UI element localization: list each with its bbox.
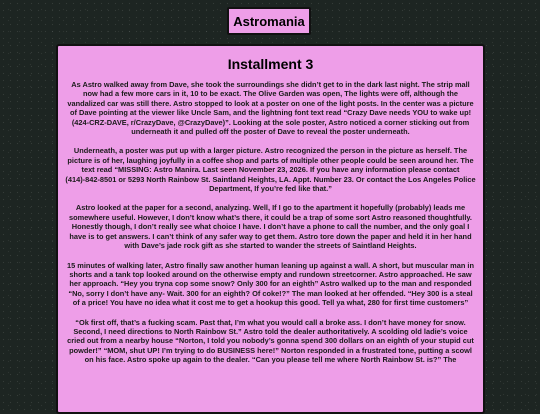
story-paragraph: 15 minutes of walking later, Astro finally saw another human leaning up against a wall. A short, but muscular man in shorts and a tank top looked around on the otherwise empty and rundown streetcorner. Astro approached. He saw her approach. “Hey you tryna cop some snow? Only 300 for an eighth” Astro walked up to the man and responded “No, sorry I don’t have any- Wait. 300 for an eighth? Of coke!?” The man looked at her offended. “Hey 300 is a steal of a price! You have no idea what it cost me to get a hookup this good. Tell ya what, 280 for first time customers” [67,260,474,308]
story-paragraph: Underneath, a poster was put up with a larger picture. Astro recognized the person in the picture as herself. The picture is of her, laughing joyfully in a coffee shop and parts of multiple other people could be seen around her. The text read “MISSING: Astro Manira. Last seen November 23, 2026. If you have any information please contact (414)-842-8501 or 5293 North Rainbow St. Saintland Heights, LA. Appt. Number 23. Or contact the Los Angeles Police Department, If you’re fed like that.” [65,146,476,194]
site-title: Astromania [233,13,305,29]
site-title-box [227,7,311,35]
chapter-title: Installment 3 [227,56,314,72]
story-paragraph: As Astro walked away from Dave, she took the surroundings she didn’t get to in the dark last night. The strip mall now had a few more cars in it, 10 to be exact. The Olive Garden was open, The lights were off, although the vandalized car was still there. Astro stopped to look at a poster on one of the light posts. In the center was a picture of Dave pointing at the viewer like Uncle Sam, and the lightning font text read “Crazy Dave needs YOU to wake up! (424-CRZ-DAVE, r/CrazyDave, @CrazyDave)”. Looking at the sole poster, Astro noticed a corner sticking out from underneath it and pulled off the poster of Dave to reveal the poster underneath. [67,80,474,137]
story-paragraph: “Ok first off, that’s a fucking scam. Past that, I’m what you would call a broke ass. I don’t have money for snow. Second, I need directions to North Rainbow St.” Astro told the dealer authoritatively. A scolding old ladie’s voice cried out from a nearby house “Norton, I told you nobody’s gonna spend 300 dollars on an eighth of your stupid cut powder!” “MOM, shut UP! I’m trying to do BUSINESS here!” Norton responded in a frustrated tone, putting a scowl on his face. Astro spoke up again to the dealer. “Can you please tell me where North Rainbow St. is?” The [67,317,474,365]
story-content-panel [56,44,485,414]
story-body [58,80,483,365]
story-paragraph: Astro looked at the paper for a second, analyzing. Well, If I go to the apartment it hopefully (probably) leads me somewhere useful. However, I don’t know what’s there, it could be a trap of some sort Astro reasoned thoughtfully. Honestly though, I don’t really see what choice I have. I don’t have a phone to call the number, and the only goal I have is to get answers. I can’t think of any safer way to get them. Astro tore down the paper and held it in her hand with Dave’s jade rock gift as she started to wander the streets of Saintland Heights. [69,203,472,251]
